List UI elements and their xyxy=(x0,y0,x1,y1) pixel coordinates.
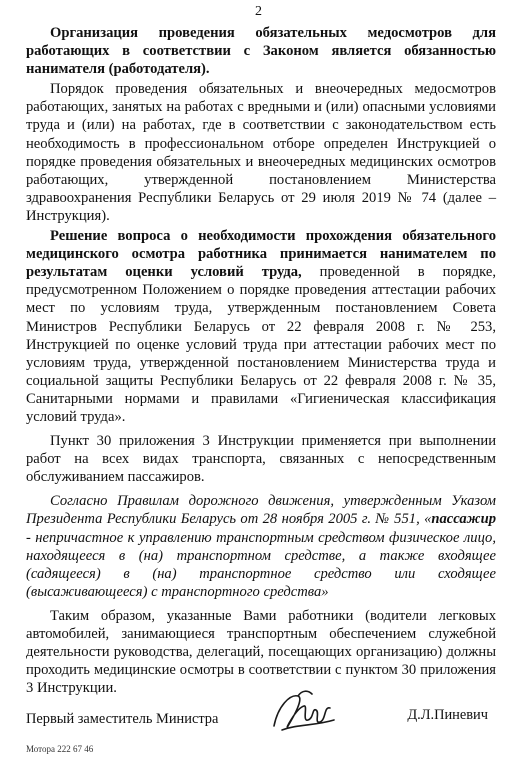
signatory-position: Первый заместитель Министра xyxy=(26,711,219,727)
passenger-term: пассажир xyxy=(431,511,496,528)
paragraph-decision-bold: Решение вопроса о необходимости прохождения обязательного медицинского осмотра работника принимается нанимателем по результатам оценки условий труда, xyxy=(26,228,496,281)
paragraph-decision xyxy=(26,227,496,426)
paragraph-obligation xyxy=(26,24,496,78)
signature-block xyxy=(26,707,496,737)
executor-footer: Мотора 222 67 46 xyxy=(26,744,94,754)
passenger-definition-intro: Согласно Правилам дорожного движения, утвержденным Указом Президента Республики Беларусь от 28 ноября 2005 г. № 551, « xyxy=(26,493,496,528)
signatory-name: Д.Л.Пиневич xyxy=(407,707,488,723)
passenger-definition-body: - непричастное к управлению транспортным средством физическое лицо, находящееся в (на) транспортном средстве, а также входящее (садящееся) в (на) транспортное средство или сходящее (высаживающееся) с транспортного средства» xyxy=(26,529,496,600)
paragraph-obligation-text: Организация проведения обязательных медосмотров для работающих в соответствии с Законом является обязанностью нанимателя (работодателя). xyxy=(26,25,496,78)
paragraph-point-30: Пункт 30 приложения 3 Инструкции применяется при выполнении работ на всех видах транспорта, связанных с непосредственным обслуживанием пассажиров. xyxy=(26,433,496,486)
paragraph-decision-rest: проведенной в порядке, предусмотренном Положением о порядке проведения аттестации рабочих мест по условиям труда, утвержденным постановлением Совета Министров Республики Беларусь от 22 февраля 2008 г. № 253, Инструкцией по оценке условий труда при аттестации рабочих мест по условиям труда, утвержденной постановлением Министерства труда и социальной защиты Республики Беларусь от 22 февраля 2008 г. № 35, Санитарными нормами и правилами «Гигиеническая классификация условий труда». xyxy=(26,264,496,425)
page-number: 2 xyxy=(255,4,262,19)
paragraph-procedure: Порядок проведения обязательных и внеочередных медосмотров работающих, занятых на работах с вредными и (или) опасными условиями труда и (или) на работах, где в соответствии с законодательством есть необходимость в профессиональном отборе определен Инструкцией о порядке проведения обязательных и внеочередных медицинских осмотров работающих, утвержденной постановлением Министерства здравоохранения Республики Беларусь от 29 июля 2019 № 74 (далее – Инструкция). xyxy=(26,81,496,224)
paragraph-passenger-definition xyxy=(26,492,496,601)
letter-body xyxy=(26,24,496,697)
paragraph-conclusion: Таким образом, указанные Вами работники (водители легковых автомобилей, занимающиеся транспортным обеспечением служебной деятельности руководства, делегаций, посещающих организацию) должны проходить медицинские осмотры в соответствии с пунктом 30 приложения 3 Инструкции. xyxy=(26,607,496,697)
